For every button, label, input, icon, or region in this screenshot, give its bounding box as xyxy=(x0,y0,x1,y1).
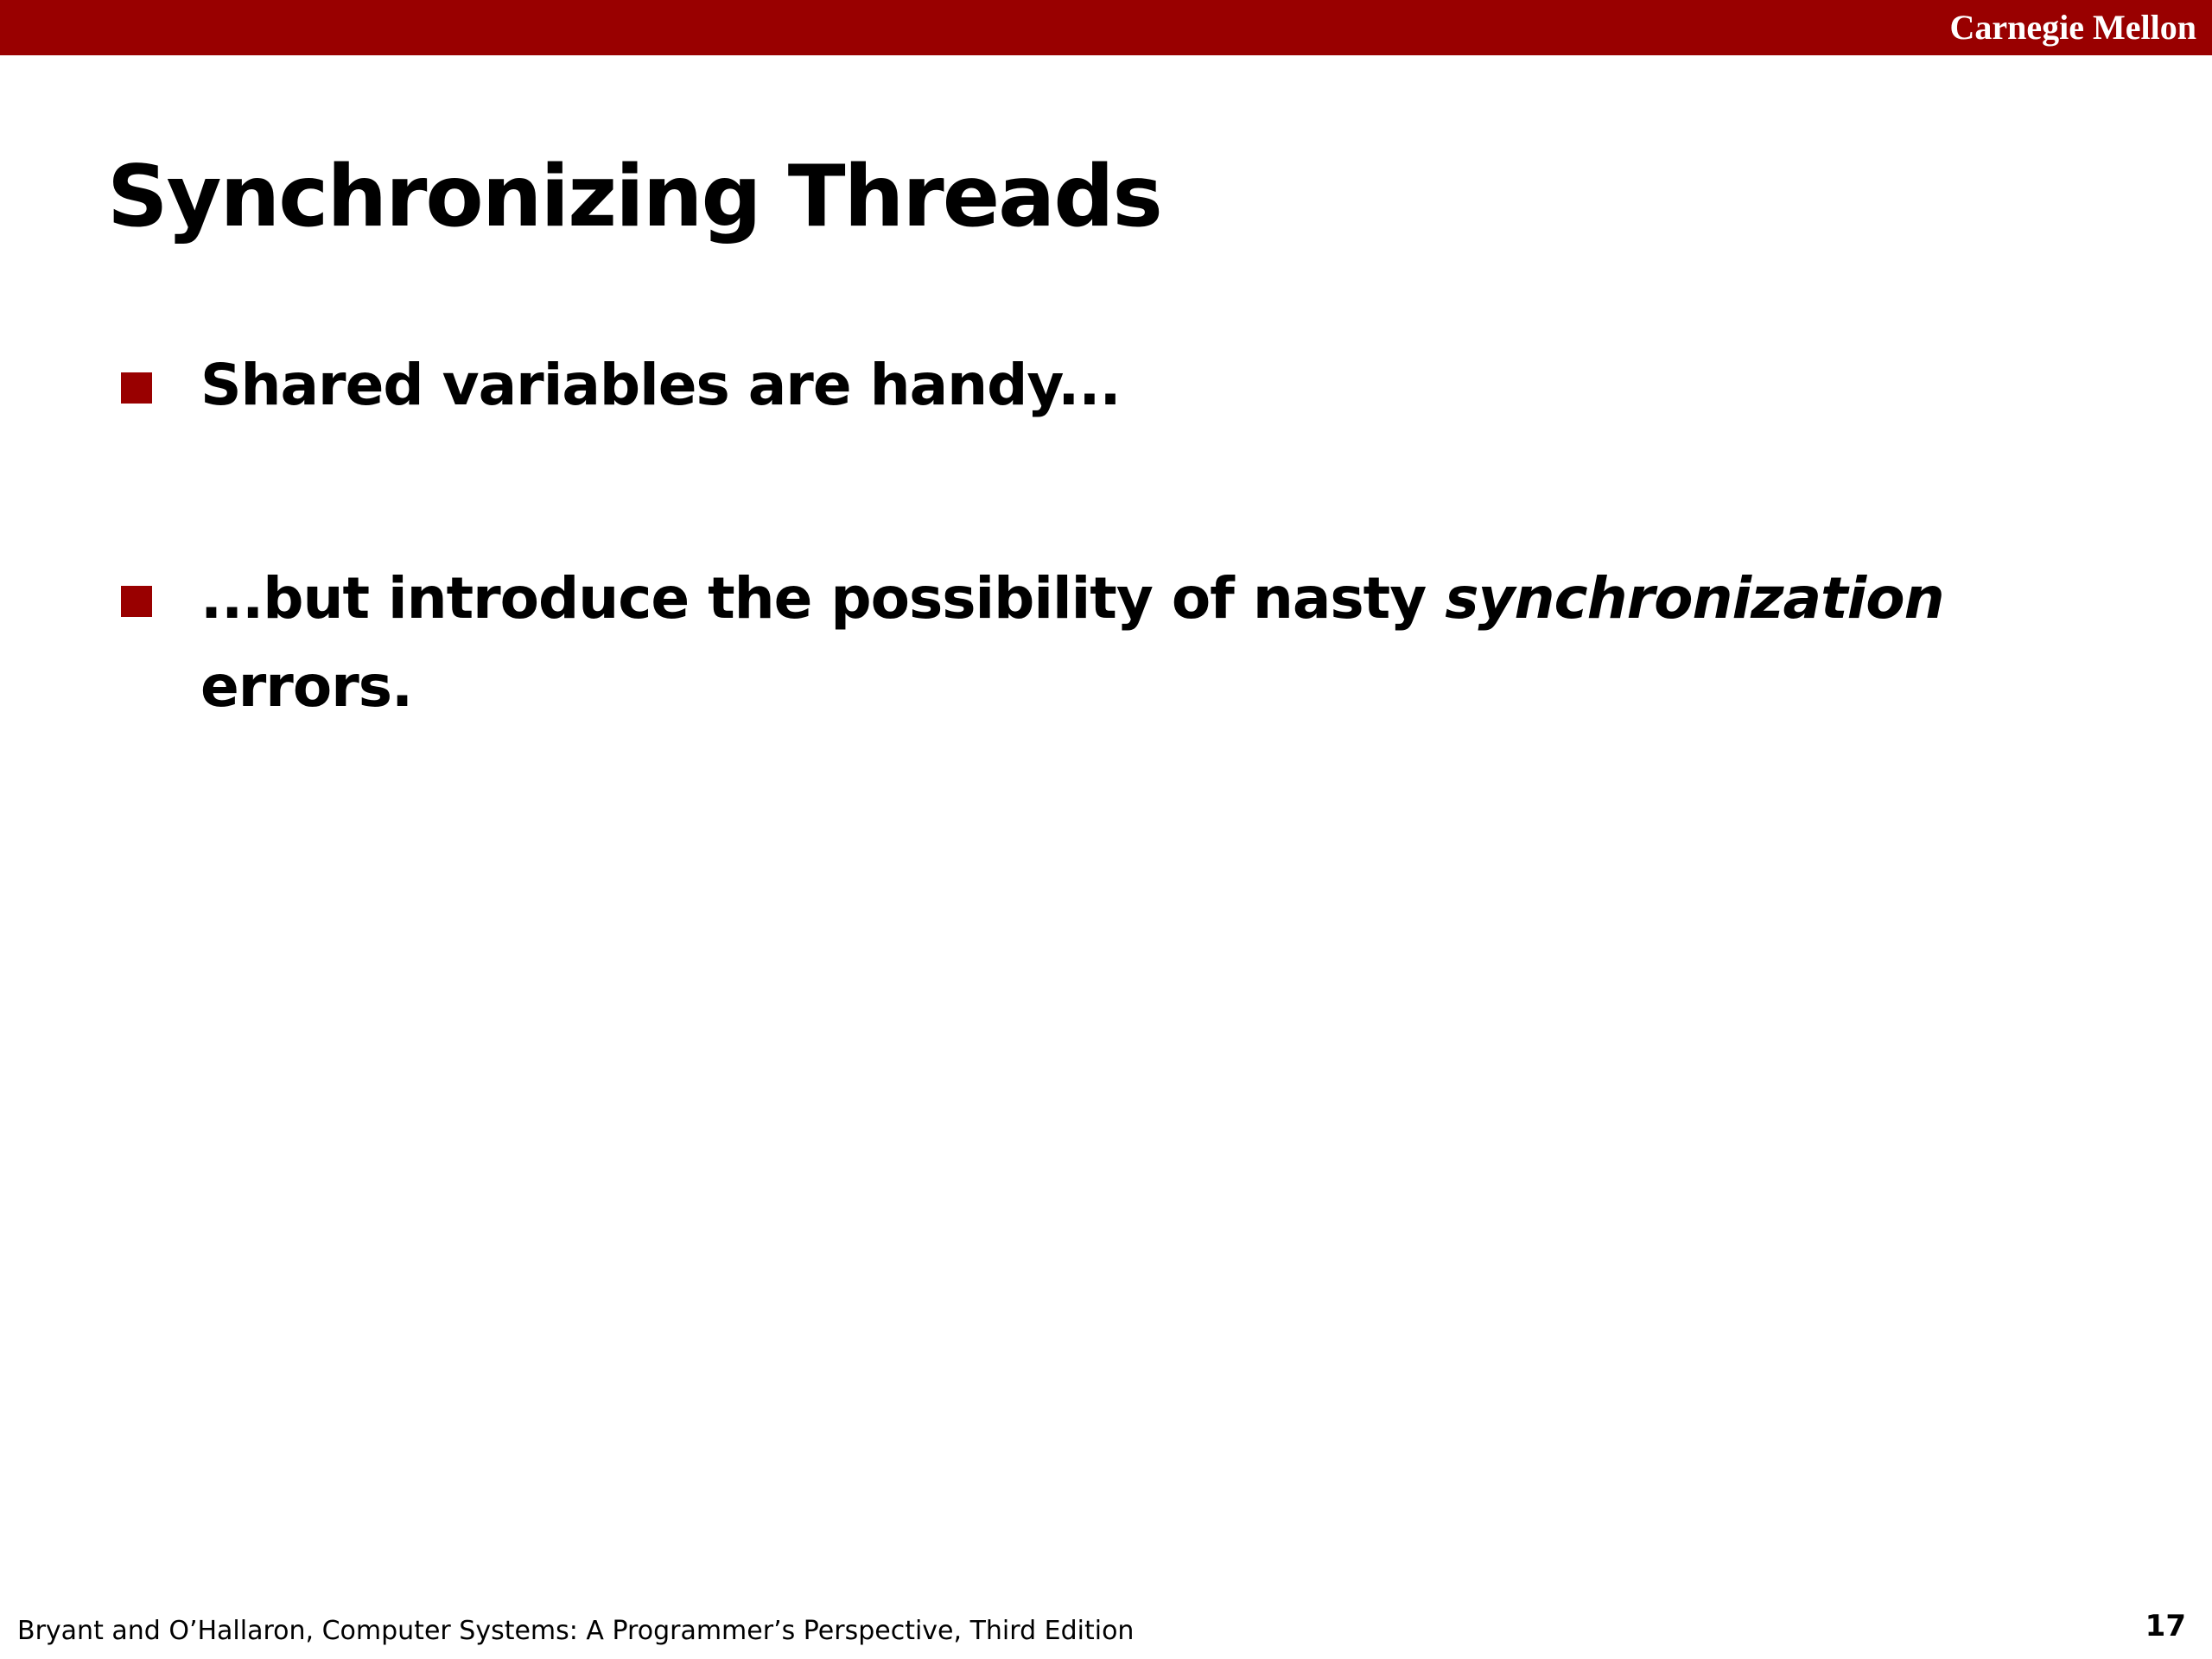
emphasis-text: synchronization xyxy=(1445,565,1944,632)
brand-label: Carnegie Mellon xyxy=(1949,8,2196,47)
citation-text: Bryant and O’Hallaron, Computer Systems: A Programmer’s Perspective, Third Edition xyxy=(17,1616,1135,1646)
top-bar xyxy=(0,0,2212,55)
square-bullet-icon xyxy=(121,372,152,404)
bullet-text-part: ...but introduce the possibility of nasty xyxy=(200,565,1446,632)
bullet-text xyxy=(200,555,2058,731)
bullet-text: Shared variables are handy... xyxy=(200,352,1121,418)
slide-title: Synchronizing Threads xyxy=(107,148,1161,246)
bullet-text-part: errors. xyxy=(200,653,413,720)
square-bullet-icon xyxy=(121,586,152,617)
page-number: 17 xyxy=(2145,1609,2186,1643)
